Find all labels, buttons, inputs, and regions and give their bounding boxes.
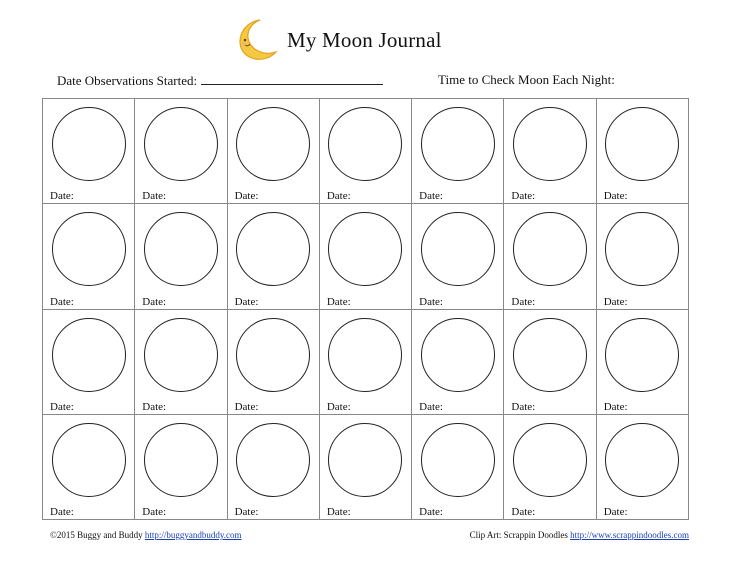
moon-cell — [135, 415, 227, 520]
moon-drawing-circle[interactable] — [236, 107, 310, 181]
cell-date-label: Date: — [326, 295, 351, 308]
moon-cell — [504, 310, 596, 415]
journal-header — [0, 14, 735, 64]
moon-cell — [228, 415, 320, 520]
moon-drawing-circle[interactable] — [52, 318, 126, 392]
moon-cell — [412, 310, 504, 415]
cell-date-label: Date: — [603, 295, 628, 308]
clipart-link[interactable]: http://www.scrappindoodles.com — [570, 530, 689, 540]
cell-date-label: Date: — [234, 506, 259, 518]
moon-drawing-circle[interactable] — [144, 423, 218, 497]
cell-date-label: Date: — [234, 295, 259, 308]
cell-date-label: Date: — [419, 506, 443, 518]
moon-cell — [504, 204, 596, 309]
copyright-text: ©2015 Buggy and Buddy — [50, 530, 143, 540]
cell-date-label: Date: — [234, 400, 259, 413]
crescent-moon-icon — [230, 16, 278, 64]
moon-drawing-circle[interactable] — [421, 318, 495, 392]
moon-cell — [135, 204, 227, 309]
moon-drawing-circle[interactable] — [52, 423, 126, 497]
moon-cell — [43, 415, 135, 520]
moon-cell — [504, 415, 596, 520]
moon-drawing-circle[interactable] — [421, 107, 495, 181]
moon-drawing-circle[interactable] — [513, 212, 587, 286]
moon-drawing-circle[interactable] — [328, 318, 402, 392]
moon-cell — [43, 99, 135, 204]
moon-cell — [320, 204, 412, 309]
moon-cell — [228, 310, 320, 415]
cell-date-label: Date: — [603, 506, 628, 518]
moon-cell — [228, 99, 320, 204]
moon-cell — [504, 99, 596, 204]
moon-drawing-circle[interactable] — [605, 212, 679, 286]
moon-drawing-circle[interactable] — [605, 107, 679, 181]
moon-drawing-circle[interactable] — [144, 318, 218, 392]
moon-drawing-circle[interactable] — [605, 423, 679, 497]
footer-copyright — [50, 530, 242, 540]
date-started-field — [57, 72, 383, 89]
moon-cell — [320, 99, 412, 204]
cell-date-label: Date: — [142, 506, 167, 518]
moon-cell — [320, 310, 412, 415]
cell-date-label: Date: — [234, 190, 259, 203]
cell-date-label: Date: — [142, 295, 167, 308]
moon-drawing-circle[interactable] — [144, 107, 218, 181]
moon-observation-grid — [42, 98, 689, 520]
cell-date-label: Date: — [511, 190, 536, 203]
clipart-text: Clip Art: Scrappin Doodles — [469, 530, 568, 540]
time-check-label: Time to Check Moon Each Night: — [438, 72, 615, 87]
footer — [0, 530, 735, 544]
moon-cell — [228, 204, 320, 309]
cell-date-label: Date: — [50, 400, 74, 413]
moon-drawing-circle[interactable] — [513, 423, 587, 497]
moon-drawing-circle[interactable] — [236, 423, 310, 497]
moon-cell — [320, 415, 412, 520]
cell-date-label: Date: — [603, 400, 628, 413]
cell-date-label: Date: — [142, 190, 167, 203]
footer-clipart — [470, 530, 689, 540]
cell-date-label: Date: — [419, 400, 443, 413]
cell-date-label: Date: — [50, 506, 74, 518]
moon-cell — [597, 99, 689, 204]
moon-cell — [597, 204, 689, 309]
cell-date-label: Date: — [419, 295, 443, 308]
date-started-blank[interactable] — [201, 72, 383, 85]
moon-drawing-circle[interactable] — [328, 212, 402, 286]
cell-date-label: Date: — [50, 295, 74, 308]
moon-drawing-circle[interactable] — [236, 212, 310, 286]
journal-fields — [0, 70, 735, 90]
moon-cell — [43, 204, 135, 309]
moon-drawing-circle[interactable] — [513, 318, 587, 392]
copyright-link[interactable]: http://buggyandbuddy.com — [144, 530, 242, 540]
cell-date-label: Date: — [419, 190, 443, 203]
moon-drawing-circle[interactable] — [52, 107, 126, 181]
moon-cell — [412, 99, 504, 204]
moon-drawing-circle[interactable] — [328, 107, 402, 181]
cell-date-label: Date: — [326, 190, 351, 203]
moon-drawing-circle[interactable] — [421, 423, 495, 497]
cell-date-label: Date: — [326, 400, 351, 413]
moon-cell — [412, 415, 504, 520]
cell-date-label: Date: — [50, 190, 74, 203]
moon-cell — [597, 415, 689, 520]
moon-drawing-circle[interactable] — [144, 212, 218, 286]
cell-date-label: Date: — [511, 295, 536, 308]
cell-date-label: Date: — [326, 506, 351, 518]
moon-cell — [412, 204, 504, 309]
moon-cell — [135, 99, 227, 204]
page-title: My Moon Journal — [287, 28, 442, 52]
moon-drawing-circle[interactable] — [52, 212, 126, 286]
moon-drawing-circle[interactable] — [328, 423, 402, 497]
cell-date-label: Date: — [142, 400, 167, 413]
moon-cell — [43, 310, 135, 415]
moon-drawing-circle[interactable] — [236, 318, 310, 392]
cell-date-label: Date: — [603, 190, 628, 203]
moon-drawing-circle[interactable] — [421, 212, 495, 286]
cell-date-label: Date: — [511, 400, 536, 413]
cell-date-label: Date: — [511, 506, 536, 518]
date-started-label: Date Observations Started: — [57, 73, 198, 88]
moon-drawing-circle[interactable] — [513, 107, 587, 181]
moon-cell — [135, 310, 227, 415]
moon-cell — [597, 310, 689, 415]
moon-drawing-circle[interactable] — [605, 318, 679, 392]
